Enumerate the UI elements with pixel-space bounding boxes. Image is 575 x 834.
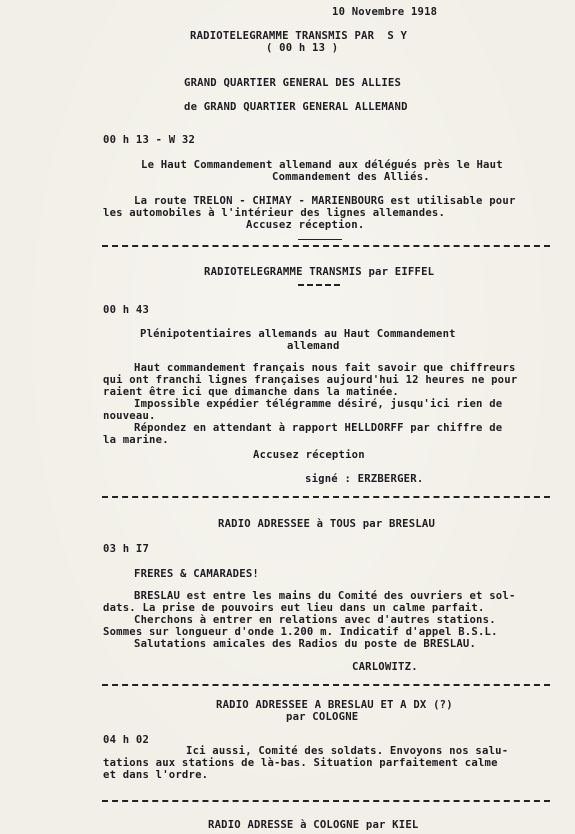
- msg4-line: tations aux stations de là-bas. Situation parfaitement calme: [103, 757, 498, 769]
- underline: [298, 239, 342, 240]
- msg3-header: RADIO ADRESSEE à TOUS par BRESLAU: [218, 518, 436, 530]
- msg3-line: Salutations amicales des Radios du poste de BRESLAU.: [134, 638, 477, 650]
- msg4-header: RADIO ADRESSEE A BRESLAU ET A DX (?): [216, 699, 453, 711]
- msg3-time: 03 h I7: [103, 543, 150, 555]
- separator: [102, 496, 550, 498]
- msg4-time: 04 h 02: [103, 734, 150, 746]
- msg1-line: les automobiles à l'intérieur des lignes allemandes.: [103, 207, 446, 219]
- msg1-header: RADIOTELEGRAMME TRANSMIS PAR S Y: [190, 30, 408, 42]
- separator: [102, 245, 550, 247]
- document-date: 10 Novembre 1918: [332, 6, 438, 18]
- msg3-line: dats. La prise de pouvoirs eut lieu dans un calme parfait.: [103, 602, 485, 614]
- underline: [298, 284, 340, 286]
- msg2-line: qui ont franchi lignes françaises aujourd'hui 12 heures ne pour: [103, 374, 518, 386]
- msg2-ack: Accusez réception: [253, 449, 365, 461]
- msg5-header: RADIO ADRESSE à COLOGNE par KIEL: [208, 819, 419, 831]
- msg2-signature: signé : ERZBERGER.: [305, 473, 424, 485]
- msg4-line: et dans l'ordre.: [103, 769, 209, 781]
- msg2-title: Plénipotentiaires allemands au Haut Commandement: [140, 328, 456, 340]
- msg1-line: Commandement des Alliés.: [272, 171, 430, 183]
- msg2-header: RADIOTELEGRAMME TRANSMIS par EIFFEL: [204, 266, 435, 278]
- msg2-time: 00 h 43: [103, 304, 150, 316]
- msg2-line: Répondez en attendant à rapport HELLDORFF par chiffre de: [134, 422, 503, 434]
- msg2-title: allemand: [287, 340, 340, 352]
- msg3-greeting: FRERES & CAMARADES!: [134, 568, 259, 580]
- msg2-line: raient être ici que dimanche dans la matinée.: [103, 386, 400, 398]
- msg3-signature: CARLOWITZ.: [352, 661, 418, 673]
- separator: [102, 684, 550, 686]
- msg2-line: nouveau.: [103, 410, 156, 422]
- msg1-from: GRAND QUARTIER GENERAL DES ALLIES: [184, 77, 402, 89]
- msg3-line: Cherchons à entrer en relations avec d'autres stations.: [134, 614, 496, 626]
- msg3-line: BRESLAU est entre les mains du Comité des ouvriers et sol-: [134, 590, 516, 602]
- msg2-line: la marine.: [103, 434, 169, 446]
- msg3-line: Sommes sur longueur d'onde 1.200 m. Indicatif d'appel B.S.L.: [103, 626, 498, 638]
- msg1-time: ( 00 h 13 ): [266, 42, 339, 54]
- msg2-line: Haut commandement français nous fait savoir que chiffreurs: [134, 362, 516, 374]
- msg1-line: La route TRELON - CHIMAY - MARIENBOURG est utilisable pour: [134, 195, 516, 207]
- msg4-line: Ici aussi, Comité des soldats. Envoyons nos salu-: [186, 745, 509, 757]
- msg4-header: par COLOGNE: [286, 711, 359, 723]
- msg1-line: Accusez réception.: [246, 219, 365, 231]
- msg1-line: Le Haut Commandement allemand aux délégués près le Haut: [141, 159, 503, 171]
- msg1-to: de GRAND QUARTIER GENERAL ALLEMAND: [184, 101, 408, 113]
- separator: [102, 800, 550, 802]
- msg2-line: Impossible expédier télégramme désiré, jusqu'ici rien de: [134, 398, 503, 410]
- msg1-ref: 00 h 13 - W 32: [103, 134, 196, 146]
